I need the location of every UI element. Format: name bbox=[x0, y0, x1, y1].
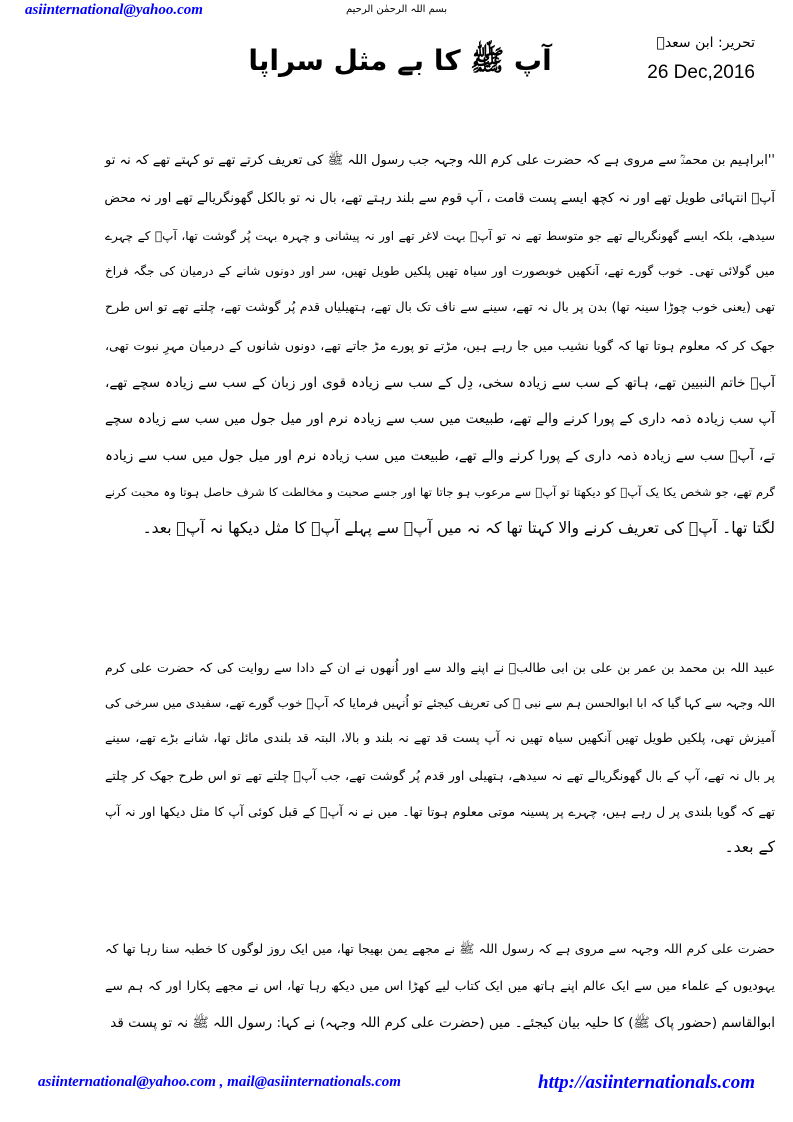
paragraph-line: ابوالقاسم (حضور پاک ﷺ) کا حلیہ بیان کیجئے۔ میں (حضرت علی کرم اللہ وجہہ) نے کہا: رسول اللہ ﷺ نہ تو پست قد bbox=[110, 1015, 775, 1031]
paragraph-line: آپؐ انتہائی طویل تھے اور نہ کچھ ایسے پست قامت ، آپ قوم سے بلند رہتے تھے، بال نہ تو بالکل گھونگریالے تھے اور نہ محض bbox=[104, 191, 775, 206]
paragraph-line: آپؐ خاتم النبیین تھے، ہاتھ کے سب سے زیادہ سخی، دِل کے سب سے زیادہ قوی اور زبان کے سب سے زیادہ سچے تھے، bbox=[105, 375, 775, 391]
paragraph-line: عبید اللہ بن محمد بن عمر بن علی بن ابی طالبؓ نے اپنے والد سے اور اُنھوں نے ان کے دادا سے روایت کی کہ حضرت علی کرم bbox=[105, 660, 775, 675]
paragraph-line: حضرت علی کرم اللہ وجہہ سے مروی ہے کہ رسول اللہ ﷺ نے مجھے یمن بھیجا تھا، میں ایک روز لوگوں کا خطبہ سنا رہا تھا کہ bbox=[105, 941, 775, 956]
paragraph-line: پر بال نہ تھے، آپ کے بال گھونگریالے تھے نہ سیدھے، ہتھیلی اور قدم پُر گوشت تھے، جب آپؐ چلتے تھے تو اس طرح جھک کر چلتے bbox=[105, 768, 775, 783]
page-title: آپ ﷺ کا بے مثل سراپا bbox=[248, 44, 552, 77]
paragraph-line: یہودیوں کے علماء میں سے ایک عالم اپنے ہاتھ میں ایک کتاب لیے کھڑا اس میں دیکھ رہا تھا، اس نے مجھے پکارا اور کہ ہم سے bbox=[105, 978, 775, 993]
paragraph-line: آمیزش تھی، پلکیں طویل تھیں آنکھیں سیاہ تھیں نہ آپ پست قد تھے نہ بلند و بالا، البتہ قد بلندی مائل تھا، شانے بڑے تھے، سینے bbox=[105, 730, 775, 745]
bismillah: بسم اللہ الرحمٰن الرحیم bbox=[345, 4, 447, 15]
paragraph-line: گرم تھے، جو شخص یکا یک آپؐ کو دیکھتا تو آپؐ سے مرعوب ہو جاتا تھا اور جسے صحبت و مخالطت کا شرف حاصل ہوتا وہ محبت کرنے bbox=[105, 485, 775, 499]
paragraph-line: لگتا تھا۔ آپؐ کی تعریف کرنے والا کہتا تھا کہ نہ میں آپؐ سے پہلے آپؐ کا مثل دیکھا نہ آپؐ بعد۔ bbox=[142, 519, 775, 537]
author: تحریر: ابن سعدؒ bbox=[656, 35, 755, 51]
paragraph-line: کے بعد۔ bbox=[724, 838, 775, 856]
paragraph-line: تھے کہ گویا بلندی پر ل رہے ہیں، چہرے پر پسینہ موتی معلوم ہوتا تھا۔ میں نے نہ آپؐ کے قبل کوئی آپ کا مثل دیکھا اور نہ آپ bbox=[105, 804, 775, 819]
paragraph-line: جھک کر کہ معلوم ہوتا تھا کہ گویا نشیب میں جا رہے ہیں، مڑتے تو پورے مڑ جاتے تھے، دونوں شانوں کے درمیان مہرِ نبوت تھی، bbox=[105, 338, 775, 353]
footer-website-link[interactable]: http://asiinternationals.com bbox=[538, 1072, 755, 1093]
footer-emails[interactable]: asiinternational@yahoo.com , mail@asiinternationals.com bbox=[38, 1074, 401, 1090]
paragraph-line: ''ابراہیم بن محمدؒ سے مروی ہے کہ حضرت علی کرم اللہ وجہہ جب رسول اللہ ﷺ کی تعریف کرتے تھے تو کہتے تھے کہ نہ تو bbox=[105, 153, 775, 168]
paragraph-line: آپ سب زیادہ ذمہ داری کے پورا کرنے والے تھے، طبیعت میں سب سے زیادہ نرم اور میل جول میں سب سے زیادہ سچے bbox=[105, 411, 775, 427]
paragraph-line: سیدھے، بلکہ ایسے گھونگریالے تھے جو متوسط تھے نہ تو آپؐ بہت لاغر تھے اور نہ پیشانی و چہرہ بہت پُر گوشت تھا، آپؐ کے چہرے bbox=[105, 229, 775, 243]
paragraph-line: میں گولائی تھی۔ خوب گورے تھے، آنکھیں خوبصورت اور سیاہ تھیں پلکیں طویل تھیں، سر اور دونوں شانے کے درمیان کی جگہ فراخ bbox=[105, 264, 775, 278]
paragraph-line: تے، آپؐ سب سے زیادہ ذمہ داری کے پورا کرنے والے تھے، طبیعت میں سب زیادہ نرم اور میل جول میں سب سے زیادہ bbox=[105, 448, 775, 464]
date: 26 Dec,2016 bbox=[647, 62, 755, 83]
header-email-link[interactable]: asiinternational@yahoo.com bbox=[25, 2, 203, 18]
paragraph-line: اللہ وجہہ سے کہا گیا کہ ابا ابوالحسن ہم سے نبی ﷺ کی تعریف کیجئے تو اُنہیں فرمایا کہ آپؐ خوب گورے تھے، سفیدی میں سرخی کی bbox=[105, 696, 775, 710]
paragraph-line: تھی (یعنی خوب چوڑا سینہ تھا) بدن پر بال نہ تھے، سینے سے ناف تک بال تھے، ہتھیلیاں قدم پُر گوشت تھے، چلتے تھے تو اس طرح bbox=[105, 299, 775, 314]
